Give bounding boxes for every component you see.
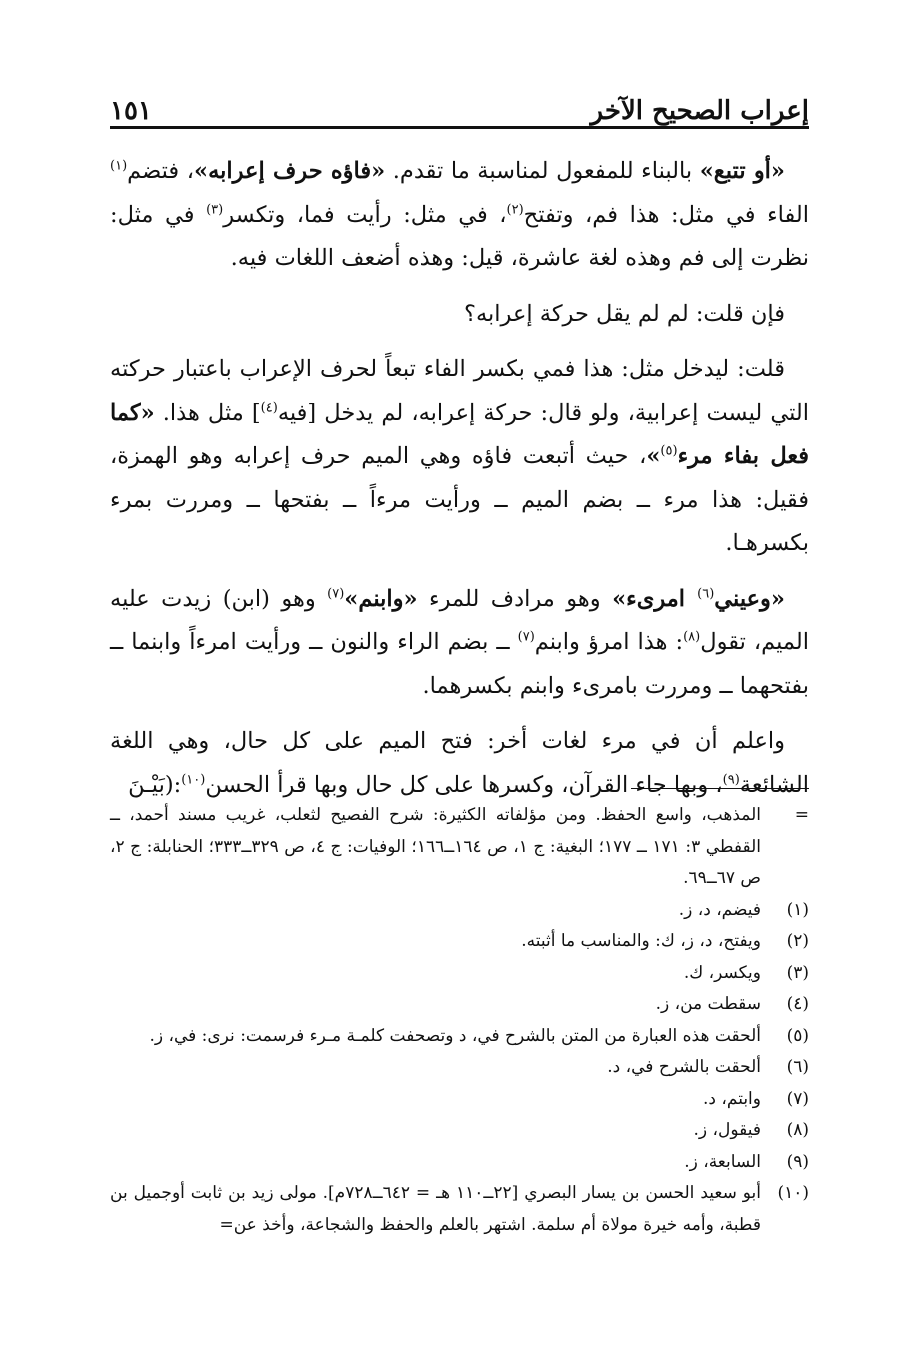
footnote-ref: (٨) [683, 629, 701, 645]
footnote-text: فيضم، د، ز. [678, 899, 761, 920]
continuation-mark: = [794, 805, 809, 825]
quote: «أو تتبع» [699, 158, 785, 184]
footnote-item [110, 1115, 809, 1147]
footnote-ref: (٧) [517, 629, 535, 645]
footnote-ref: (٧) [327, 586, 345, 601]
paragraph-5 [110, 720, 809, 807]
footnote-rule [631, 788, 809, 789]
text: الفاء في مثل: هذا فم، وتفتح [523, 201, 810, 228]
text: قلت: ليدخل مثل: هذا فمي بكسر الفاء تبعاً لحرف الإعراب باعتبار حركته التي ليست إعرابية، ولو قال: حركة إعرابه، لم يدخل [فيه [110, 356, 809, 426]
footnote-ref: (٩) [722, 772, 740, 787]
text: واعلم أن في مرء لغات أخر: فتح الميم على كل حال، وهي اللغة الشائعة [110, 728, 809, 798]
footnote-text: ألحقت بالشرح في، د. [607, 1057, 761, 1077]
paragraph-3 [110, 348, 809, 566]
quote-end: » [646, 443, 661, 469]
quote: امرىء» [612, 585, 698, 612]
footnote-number: (١٠) [777, 1183, 809, 1203]
footnote-item [110, 895, 809, 927]
text: بالبناء للمفعول لمناسبة ما تقدم. [385, 158, 700, 184]
footnote-number: (٩) [786, 1151, 809, 1172]
footnote-number: (٤) [786, 994, 809, 1014]
footnote-text: ألحقت هذه العبارة من المتن بالشرح في، د وتصحفت كلمـة مـرء فرسمت: نرى: في، ز. [149, 1025, 761, 1046]
footnote-ref: (٤) [260, 400, 278, 415]
paragraph-4 [110, 578, 809, 709]
header-rule [110, 126, 809, 129]
footnote-item [110, 926, 809, 958]
footnote-item [110, 1021, 809, 1053]
footnote-number: (٥) [786, 1025, 809, 1046]
footnote-number: (٧) [786, 1088, 809, 1109]
footnote-number: (٦) [786, 1057, 809, 1077]
footnote-text: وابتم، د. [703, 1088, 761, 1109]
footnote-item [110, 1052, 809, 1084]
running-header [110, 86, 809, 126]
text: :(بَيْـنَ [128, 771, 182, 798]
footnotes [110, 800, 809, 1241]
quote: «وابنم» [344, 585, 418, 612]
footnote-text: أبو سعيد الحسن بن يسار البصري [٢٢ــ١١٠ هـ = ٦٤٢ــ٧٢٨م]. مولى زيد بن ثابت أوجميل بن قطبة، وأمه خيرة مولاة أم سلمة. اشتهر بالعلم والحفظ والشجاعة، وأخذ عن= [110, 1183, 762, 1235]
quote: «فاؤه حرف إعرابه» [194, 158, 386, 184]
footnote-ref: (٦) [697, 586, 715, 601]
footnote-text: ويكسر، ك. [683, 962, 761, 983]
footnote-ref: (٢) [506, 202, 524, 217]
footnote-text: المذهب، واسع الحفظ. ومن مؤلفاته الكثيرة: شرح الفصيح لثعلب، غريب مسند أحمد، ــ القفطي ٣: ١٧١ ــ ١٧٧؛ البغية: ج ١، ص ١٦٤ــ١٦٦؛ الوفيات: ج ٤، ص ٣٢٩ــ٣٣٣؛ الحنابلة: ج ٢، ص ٦٧ــ٦٩. [110, 805, 761, 888]
paragraph-2: فإن قلت: لم لم يقل حركة إعرابه؟ [464, 300, 785, 327]
footnote-ref: (٥) [660, 443, 678, 459]
footnote-text: فيقول، ز. [693, 1120, 761, 1140]
footnote-text: السابعة، ز. [684, 1151, 761, 1172]
text: وهو مرادف للمرء [417, 585, 613, 612]
text: ــ بضم الراء والنون ــ ورأيت امرءاً وابنما ــ بفتحهما ــ ومررت بامرىء وابنم بكسرهما. [110, 629, 809, 699]
text: ، في مثل: رأيت فما، وتكسر [223, 201, 507, 228]
text: ، حيث أتبعت فاؤه وهي الميم حرف إعرابه وهو الهمزة، فقيل: هذا مرء ــ بضم الميم ــ ورأيت مرءاً ــ بفتحها ــ ومررت بمرء بكسرهـا. [110, 443, 809, 556]
text: ] مثل هذا. [154, 399, 261, 426]
footnote-number: (٣) [786, 962, 809, 983]
footnote-item [110, 1084, 809, 1116]
text: في مثل: نظرت إلى فم وهذه لغة عاشرة، قيل: وهذه أضعف اللغات فيه. [110, 201, 809, 271]
footnote-ref: (١٠) [181, 772, 206, 787]
text: ، وبها جاء القرآن، وكسرها على كل حال وبها قرأ الحسن [205, 771, 723, 798]
footnote-number: (١) [786, 899, 809, 920]
footnote-number: (٢) [786, 931, 809, 951]
footnote-ref: (٣) [206, 202, 224, 217]
text: وهو (ابن) زيدت عليه الميم، تقول [110, 585, 809, 655]
footnote-continuation [110, 800, 809, 895]
text: : هذا امرؤ وابنم [534, 629, 684, 655]
footnote-number: (٨) [786, 1120, 809, 1140]
footnote-item [110, 989, 809, 1021]
page-number: ١٥١ [110, 96, 152, 126]
footnote-ref: (١) [110, 158, 128, 174]
footnote-item [110, 1178, 809, 1241]
footnote-item [110, 1147, 809, 1179]
paragraph-1 [110, 150, 809, 281]
footnote-item [110, 958, 809, 990]
quote: «كما فعل بفاء مرء [110, 399, 809, 469]
footnote-text: ويفتح، د، ز، ك: والمناسب ما أثبته. [521, 931, 761, 951]
footnote-text: سقطت من، ز. [655, 994, 761, 1014]
main-text [110, 150, 809, 819]
quote: «وعيني [714, 585, 785, 612]
text: ، فتضم [127, 158, 194, 184]
running-title: إعراب الصحيح الآخر [590, 96, 809, 126]
